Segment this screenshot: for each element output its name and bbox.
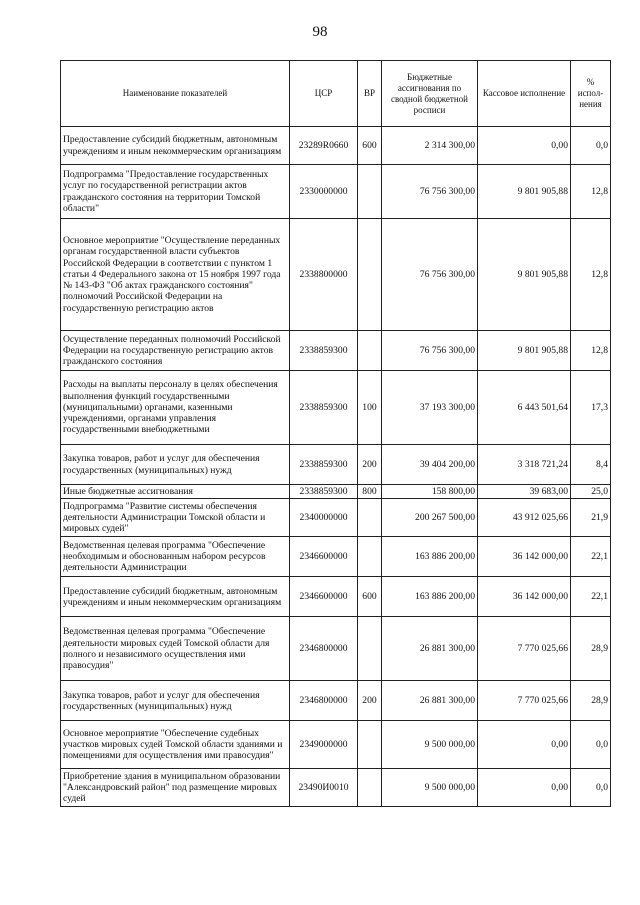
row-vr: 100 [358,371,382,445]
row-vr: 200 [358,681,382,721]
row-percent: 0,0 [571,721,611,769]
header-budget: Бюджетные ассигнования по сводной бюджетной росписи [382,61,478,127]
row-csr: 2346600000 [290,577,358,617]
row-vr [358,537,382,577]
row-budget: 200 267 500,00 [382,499,478,537]
row-cash: 6 443 501,64 [478,371,571,445]
row-budget: 9 500 000,00 [382,721,478,769]
row-vr [358,499,382,537]
row-name: Осуществление переданных полномочий Российской Федерации на государственную регистрацию актов гражданского состояния [61,331,290,371]
table-row [61,127,611,165]
row-name: Ведомственная целевая программа "Обеспечение необходимым и обоснованным набором ресурсов деятельности Администрации [61,537,290,577]
row-vr: 800 [358,485,382,499]
row-budget: 26 881 300,00 [382,617,478,681]
row-percent: 28,9 [571,681,611,721]
row-cash: 0,00 [478,127,571,165]
row-percent: 25,0 [571,485,611,499]
row-percent: 0,0 [571,127,611,165]
table-header [61,61,611,127]
row-csr: 2346800000 [290,617,358,681]
row-budget: 76 756 300,00 [382,165,478,219]
table-row [61,219,611,331]
row-name: Предоставление субсидий бюджетным, автономным учреждениям и иным некоммерческим организациям [61,577,290,617]
row-name: Закупка товаров, работ и услуг для обеспечения государственных (муниципальных) нужд [61,681,290,721]
row-csr: 23490И0010 [290,769,358,807]
row-vr: 600 [358,577,382,617]
row-percent: 21,9 [571,499,611,537]
row-vr: 600 [358,127,382,165]
table-row [61,445,611,485]
row-cash: 7 770 025,66 [478,681,571,721]
row-csr: 2338859300 [290,445,358,485]
row-cash: 9 801 905,88 [478,331,571,371]
page-number: 98 [312,24,328,40]
row-name: Основное мероприятие "Осуществление переданных органам государственной власти субъектов Российской Федерации в соответствии с пунктом 1 статьи 4 Федерального закона от 15 ноября 1997 года № 143-ФЗ "Об актах гражданского состояния" полномочий Российской Федерации на государственную регистрацию актов [61,219,290,331]
table-row [61,165,611,219]
table-row [61,617,611,681]
row-csr: 23289R0660 [290,127,358,165]
header-vr: ВР [358,61,382,127]
row-percent: 8,4 [571,445,611,485]
row-budget: 9 500 000,00 [382,769,478,807]
table-row [61,537,611,577]
row-percent: 0,0 [571,769,611,807]
table-row [61,577,611,617]
header-cash: Кассовое исполнение [478,61,571,127]
row-budget: 163 886 200,00 [382,577,478,617]
row-csr: 2338859300 [290,331,358,371]
row-name: Основное мероприятие "Обеспечение судебных участков мировых судей Томской области зданиями и помещениями для осуществления ими правосудия" [61,721,290,769]
row-vr [358,769,382,807]
table-row [61,331,611,371]
row-percent: 22,1 [571,577,611,617]
row-name: Подпрограмма "Развитие системы обеспечения деятельности Администрации Томской области и мировых судей" [61,499,290,537]
row-vr [358,721,382,769]
row-cash: 39 683,00 [478,485,571,499]
table-body [61,127,611,807]
row-percent: 28,9 [571,617,611,681]
row-budget: 37 193 300,00 [382,371,478,445]
header-percent: % испол-нения [571,61,611,127]
row-percent: 12,8 [571,331,611,371]
row-cash: 43 912 025,66 [478,499,571,537]
row-cash: 36 142 000,00 [478,537,571,577]
row-vr [358,165,382,219]
row-csr: 2346800000 [290,681,358,721]
row-name: Ведомственная целевая программа "Обеспечение деятельности мировых судей Томской области для полного и независимого осуществления ими правосудия" [61,617,290,681]
row-cash: 9 801 905,88 [478,165,571,219]
row-csr: 2338859300 [290,485,358,499]
row-cash: 0,00 [478,721,571,769]
row-name: Иные бюджетные ассигнования [61,485,290,499]
row-name: Предоставление субсидий бюджетным, автономным учреждениям и иным некоммерческим организациям [61,127,290,165]
table-row [61,371,611,445]
row-cash: 7 770 025,66 [478,617,571,681]
row-vr: 200 [358,445,382,485]
row-csr: 2340000000 [290,499,358,537]
row-budget: 76 756 300,00 [382,331,478,371]
row-csr: 2338800000 [290,219,358,331]
row-budget: 26 881 300,00 [382,681,478,721]
row-budget: 76 756 300,00 [382,219,478,331]
row-cash: 36 142 000,00 [478,577,571,617]
row-percent: 22,1 [571,537,611,577]
row-csr: 2349000000 [290,721,358,769]
table-row [61,499,611,537]
row-vr [358,219,382,331]
row-cash: 3 318 721,24 [478,445,571,485]
row-csr: 2346600000 [290,537,358,577]
row-cash: 9 801 905,88 [478,219,571,331]
row-name: Расходы на выплаты персоналу в целях обеспечения выполнения функций государственными (муниципальными) органами, казенными учреждениями, органами управления государственными внебюджетными [61,371,290,445]
row-budget: 158 800,00 [382,485,478,499]
row-csr: 2338859300 [290,371,358,445]
budget-execution-table [60,60,611,807]
table-row [61,681,611,721]
row-csr: 2330000000 [290,165,358,219]
row-name: Закупка товаров, работ и услуг для обеспечения государственных (муниципальных) нужд [61,445,290,485]
header-csr: ЦСР [290,61,358,127]
row-budget: 163 886 200,00 [382,537,478,577]
row-vr [358,617,382,681]
row-budget: 2 314 300,00 [382,127,478,165]
row-cash: 0,00 [478,769,571,807]
row-percent: 12,8 [571,219,611,331]
row-vr [358,331,382,371]
row-name: Подпрограмма "Предоставление государственных услуг по государственной регистрации актов гражданского состояния на территории Томской области" [61,165,290,219]
row-percent: 12,8 [571,165,611,219]
row-name: Приобретение здания в муниципальном образовании "Александровский район" под размещение мировых судей [61,769,290,807]
header-name: Наименование показателей [61,61,290,127]
table-row [61,769,611,807]
row-budget: 39 404 200,00 [382,445,478,485]
row-percent: 17,3 [571,371,611,445]
table-row [61,485,611,499]
table-row [61,721,611,769]
